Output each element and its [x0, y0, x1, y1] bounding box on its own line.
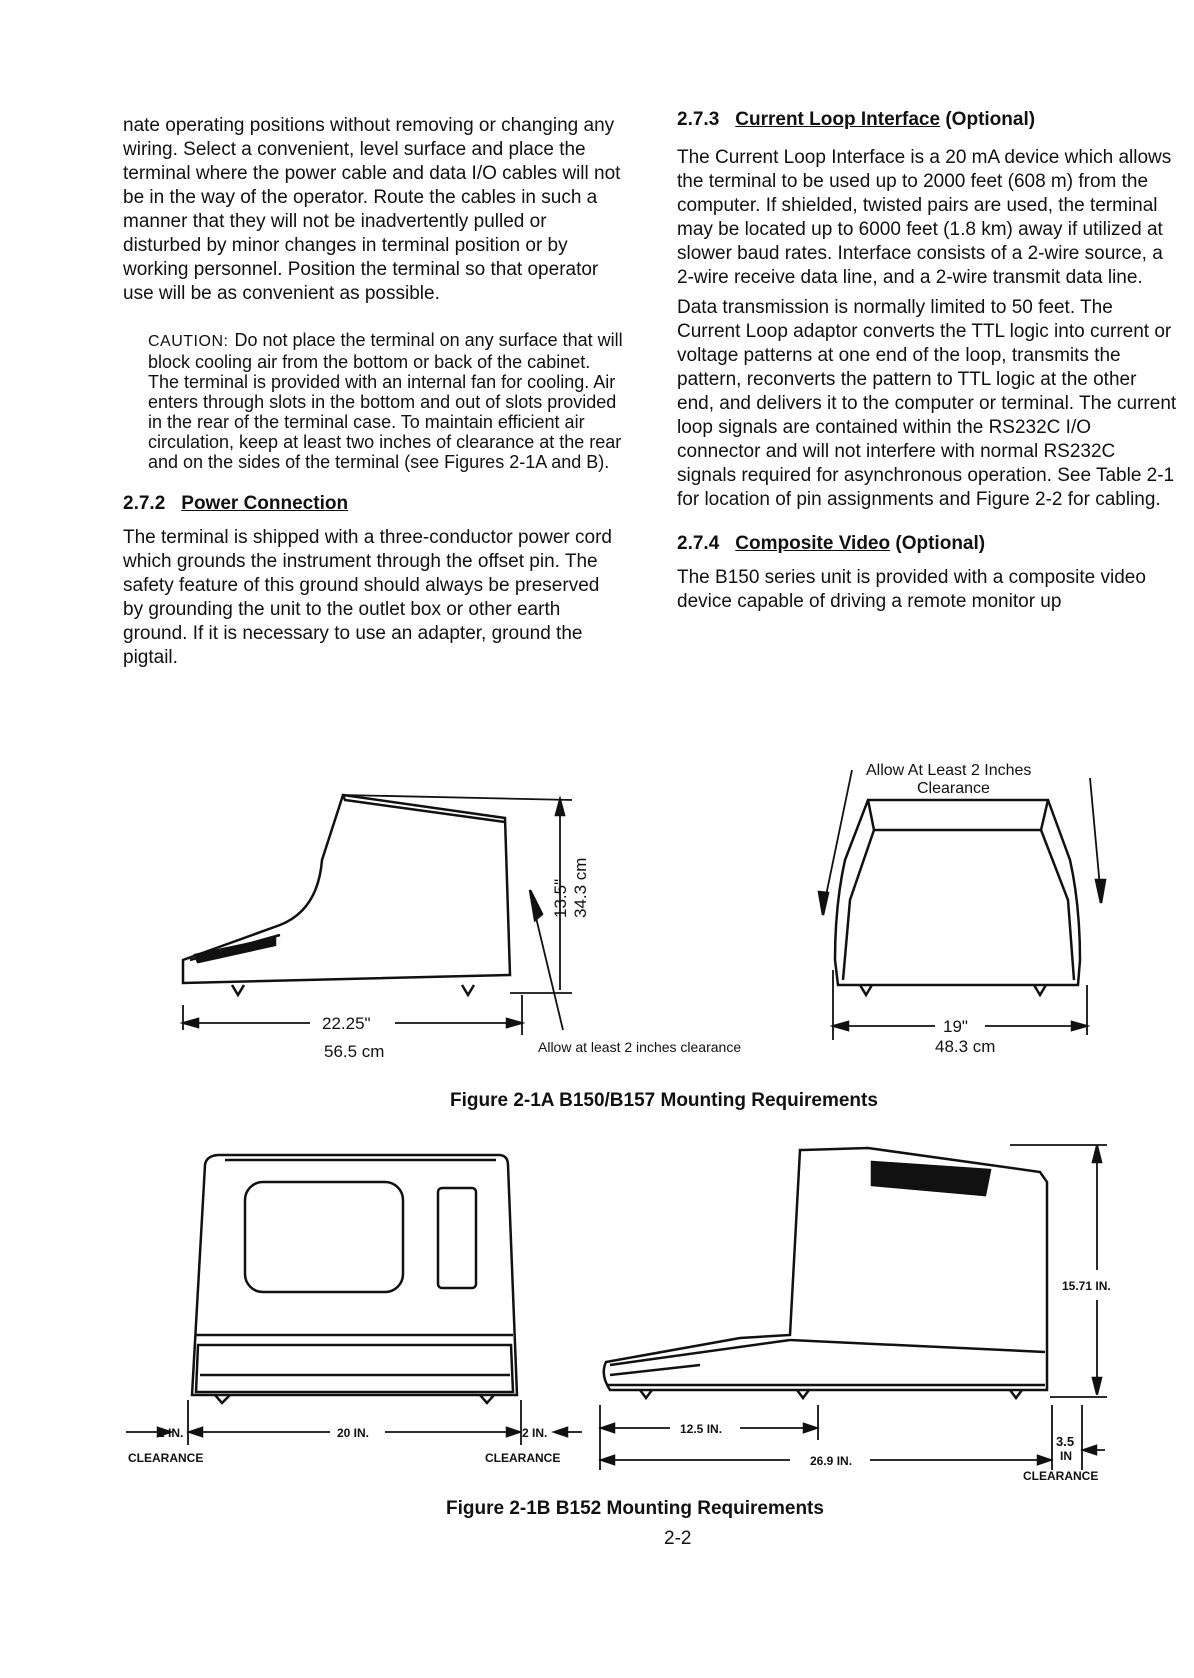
side-clearance-note-line2: Clearance: [917, 780, 990, 797]
figure-2-1a-caption: Figure 2-1A B150/B157 Mounting Requirements: [450, 1090, 878, 1111]
width-inches-label: 19": [943, 1017, 968, 1036]
width-cm-label: 48.3 cm: [935, 1037, 996, 1056]
total-depth-value: 26.9 IN.: [810, 1454, 853, 1468]
page-number: 2-2: [664, 1528, 692, 1549]
caution-label: CAUTION:: [148, 333, 229, 350]
section-suffix: (Optional): [945, 109, 1036, 130]
section-number: 2.7.3: [677, 109, 720, 130]
right-clearance-label: CLEARANCE: [485, 1451, 561, 1465]
intro-paragraph: nate operating positions without removing or changing any wiring. Select a convenient, level surface and place the terminal where the power cable and data I/O cables will not be in the way of the operator. Route the cables in such a manner that they will not be inadvertently pulled or disturbed by minor changes in terminal position or by working personnel. Position the terminal so that operator use will be as convenient as possible.: [123, 115, 621, 304]
height-inches-label: 13.5": [551, 878, 570, 918]
left-clearance-value: 2 IN.: [158, 1426, 184, 1440]
figure-2-1b-caption: Figure 2-1B B152 Mounting Requirements: [446, 1498, 824, 1519]
section-number: 2.7.2: [123, 493, 166, 514]
rear-clearance-unit: IN: [1060, 1449, 1072, 1463]
section-suffix: (Optional): [895, 533, 986, 554]
composite-video-paragraph: The B150 series unit is provided with a composite video device capable of driving a remote monitor up: [677, 567, 1146, 612]
depth-cm-label: 56.5 cm: [324, 1042, 385, 1061]
current-loop-paragraph-1: The Current Loop Interface is a 20 mA device which allows the terminal to be used up to 2000 feet (608 m) from the computer. If shielded, twisted pairs are used, the terminal may be located up to 6000 feet (1.8 km) away if utilized at slower baud rates. Interface consists of a 2-wire source, a 2-wire receive data line, and a 2-wire transmit data line.: [677, 147, 1172, 288]
b152-front-view: [192, 1155, 517, 1395]
section-title: Composite Video: [735, 533, 891, 554]
rear-clearance-value: 3.5: [1056, 1434, 1075, 1449]
keyboard-depth-value: 12.5 IN.: [680, 1422, 723, 1436]
section-number: 2.7.4: [677, 533, 720, 554]
height-cm-label: 34.3 cm: [571, 857, 590, 918]
side-clearance-note-line1: Allow At Least 2 Inches: [866, 762, 1032, 779]
caution-text: Do not place the terminal on any surface that will block cooling air from the bottom or back of the cabinet. The terminal is provided with an internal fan for cooling. Air enters through slots in the bottom and out of slots provided in the rear of the terminal case. To maintain efficient air circulation, keep at least two inches of clearance at the rear and on the sides of the terminal (see Figures 2-1A and B).: [148, 330, 623, 472]
side-height-value: 15.71 IN.: [1062, 1279, 1111, 1293]
section-title: Power Connection: [181, 493, 349, 514]
front-width-value: 20 IN.: [337, 1426, 370, 1440]
current-loop-paragraph-2: Data transmission is normally limited to 50 feet. The Current Loop adaptor converts the TTL logic into current or voltage patterns at one end of the loop, transmits the pattern, reconverts the pattern to TTL logic at the other end, and delivers it to the computer or terminal. The current loop signals are contained within the RS232C I/O connector and will not interfere with normal RS232C signals required for asynchronous operation. See Table 2-1 for location of pin assignments and Figure 2-2 for cabling.: [677, 297, 1177, 510]
left-clearance-label: CLEARANCE: [128, 1451, 204, 1465]
power-connection-paragraph: The terminal is shipped with a three-conductor power cord which grounds the instrument through the offset pin. The safety feature of this ground should always be preserved by grounding the unit to the outlet box or other earth ground. If it is necessary to use an adapter, ground the pigtail.: [123, 527, 612, 668]
section-title: Current Loop Interface: [735, 109, 941, 130]
rear-clearance-label: CLEARANCE: [1023, 1469, 1099, 1483]
depth-inches-label: 22.25": [322, 1014, 371, 1033]
right-clearance-value: 2 IN.: [522, 1426, 548, 1440]
rear-clearance-note: Allow at least 2 inches clearance: [538, 1039, 742, 1055]
